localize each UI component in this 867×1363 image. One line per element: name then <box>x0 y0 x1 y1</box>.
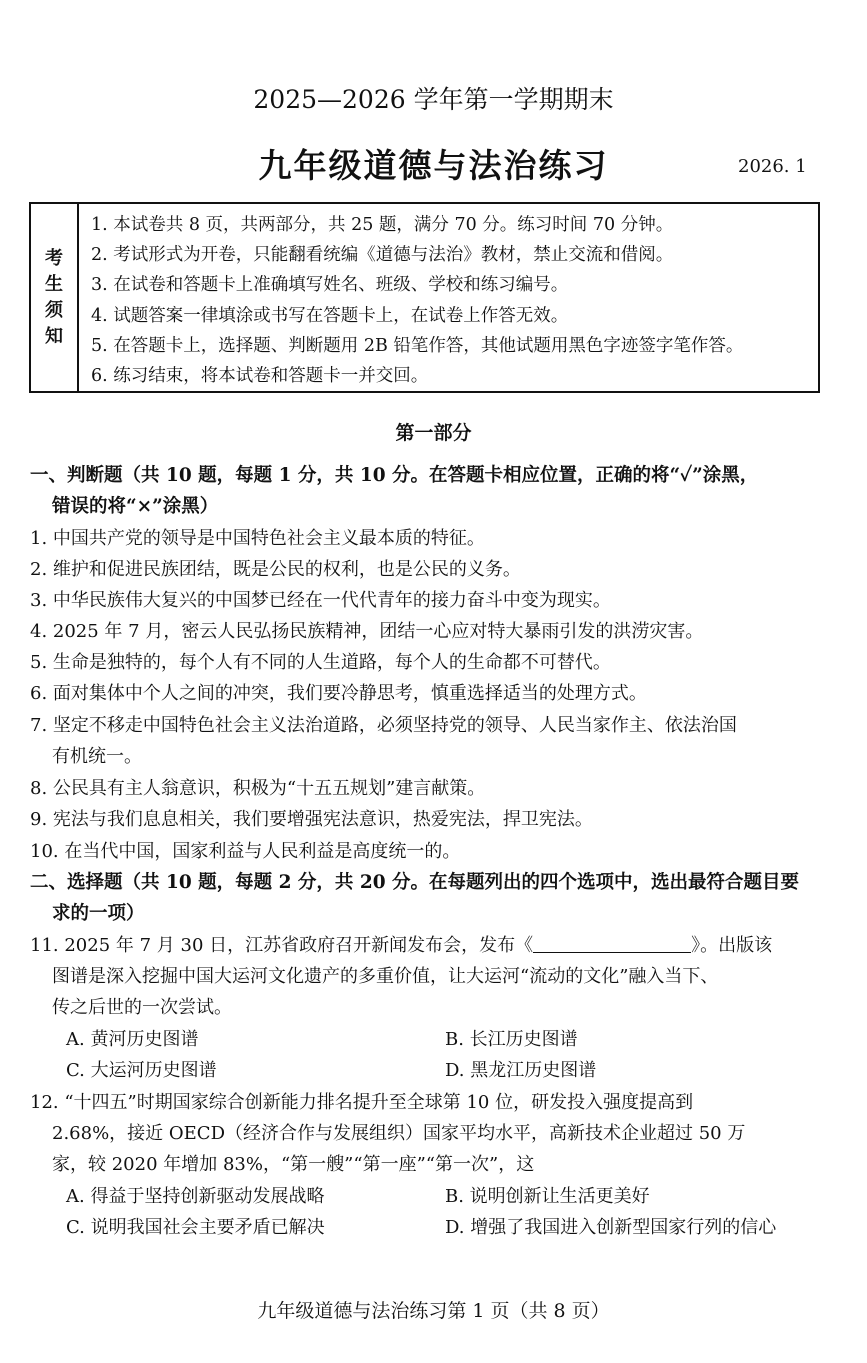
section-choice-header <box>30 867 830 929</box>
question-12 <box>30 1087 830 1180</box>
q11-option-a: A. 黄河历史图谱 <box>66 1029 199 1050</box>
q12-option-a: A. 得益于坚持创新驱动发展战略 <box>66 1186 325 1207</box>
answer-blank <box>533 932 691 953</box>
question-3: 3. 中华民族伟大复兴的中国梦已经在一代代青年的接力奋斗中变为现实。 <box>30 590 611 611</box>
question-line: 有机统一。 <box>52 746 142 767</box>
question-1: 1. 中国共产党的领导是中国特色社会主义最本质的特征。 <box>30 528 485 549</box>
part-one-title: 第一部分 <box>395 422 472 444</box>
candidate-notice-box <box>29 202 820 393</box>
notice-heading-char: 知 <box>45 325 63 347</box>
notice-item: 4. 试题答案一律填涂或书写在答题卡上，在试卷上作答无效。 <box>91 305 569 326</box>
section-header-line: 错误的将“×”涂黑） <box>52 496 219 517</box>
section-judgment-header <box>30 460 830 522</box>
question-9: 9. 宪法与我们息息相关，我们要增强宪法意识，热爱宪法，捍卫宪法。 <box>30 809 593 830</box>
question-7 <box>30 710 830 772</box>
question-line: 7. 坚定不移走中国特色社会主义法治道路，必须坚持党的领导、人民当家作主、依法治国 <box>30 715 737 736</box>
notice-item: 5. 在答题卡上，选择题、判断题用 2B 铅笔作答，其他试题用黑色字迹签字笔作答。 <box>91 335 744 356</box>
section-header-line: 求的一项） <box>52 903 145 924</box>
q12-option-d: D. 增强了我国进入创新型国家行列的信心 <box>445 1217 777 1238</box>
question-6: 6. 面对集体中个人之间的冲突，我们要冷静思考，慎重选择适当的处理方式。 <box>30 683 647 704</box>
question-line: 传之后世的一次尝试。 <box>52 997 232 1018</box>
q11-option-b: B. 长江历史图谱 <box>445 1029 578 1050</box>
question-line: 12. “十四五”时期国家综合创新能力排名提升至全球第 10 位，研发投入强度提高到 <box>30 1092 694 1113</box>
exam-date: 2026. 1 <box>738 156 807 177</box>
notice-items <box>91 210 812 391</box>
section-header-line: 二、选择题（共 10 题，每题 2 分，共 20 分。在每题列出的四个选项中，选出最符合题目要 <box>30 872 800 893</box>
question-text: 》。出版该 <box>691 935 773 956</box>
question-line: 图谱是深入挖掘中国大运河文化遗产的多重价值，让大运河“流动的文化”融入当下、 <box>52 966 719 987</box>
q12-option-b: B. 说明创新让生活更美好 <box>445 1186 650 1207</box>
notice-heading-char: 考 <box>45 247 63 269</box>
question-11 <box>30 930 830 1023</box>
page-footer: 九年级道德与法治练习第 1 页（共 8 页） <box>257 1300 610 1322</box>
question-line: 家，较 2020 年增加 83%，“第一艘”“第一座”“第一次”，这 <box>52 1154 535 1175</box>
q11-option-d: D. 黑龙江历史图谱 <box>445 1060 597 1081</box>
exam-subject-title: 九年级道德与法治练习 <box>258 146 609 185</box>
question-10: 10. 在当代中国，国家利益与人民利益是高度统一的。 <box>30 841 461 862</box>
question-line <box>30 930 830 961</box>
notice-heading-char: 生 <box>45 273 63 295</box>
question-line: 2.68%，接近 OECD（经济合作与发展组织）国家平均水平，高新技术企业超过 50 万 <box>52 1123 746 1144</box>
question-2: 2. 维护和促进民族团结，既是公民的权利，也是公民的义务。 <box>30 559 521 580</box>
notice-item: 6. 练习结束，将本试卷和答题卡一并交回。 <box>91 365 429 386</box>
notice-item: 1. 本试卷共 8 页，共两部分，共 25 题，满分 70 分。练习时间 70 分钟。 <box>91 215 674 235</box>
q12-option-c: C. 说明我国社会主要矛盾已解决 <box>66 1217 325 1238</box>
exam-term-title: 2025—2026 学年第一学期期末 <box>253 85 614 114</box>
q11-option-c: C. 大运河历史图谱 <box>66 1060 217 1081</box>
section-header-line: 一、判断题（共 10 题，每题 1 分，共 10 分。在答题卡相应位置，正确的将“✓”涂黑， <box>30 465 759 486</box>
question-4: 4. 2025 年 7 月，密云人民弘扬民族精神，团结一心应对特大暴雨引发的洪涝灾害。 <box>30 621 704 642</box>
notice-item: 3. 在试卷和答题卡上准确填写姓名、班级、学校和练习编号。 <box>91 275 569 296</box>
notice-heading <box>31 204 79 391</box>
question-8: 8. 公民具有主人翁意识，积极为“十五五规划”建言献策。 <box>30 778 486 799</box>
question-text: 11. 2025 年 7 月 30 日，江苏省政府召开新闻发布会，发布《 <box>30 935 534 956</box>
notice-heading-char: 须 <box>45 299 63 321</box>
notice-item: 2. 考试形式为开卷，只能翻看统编《道德与法治》教材，禁止交流和借阅。 <box>91 245 674 266</box>
question-5: 5. 生命是独特的，每个人有不同的人生道路，每个人的生命都不可替代。 <box>30 652 611 673</box>
